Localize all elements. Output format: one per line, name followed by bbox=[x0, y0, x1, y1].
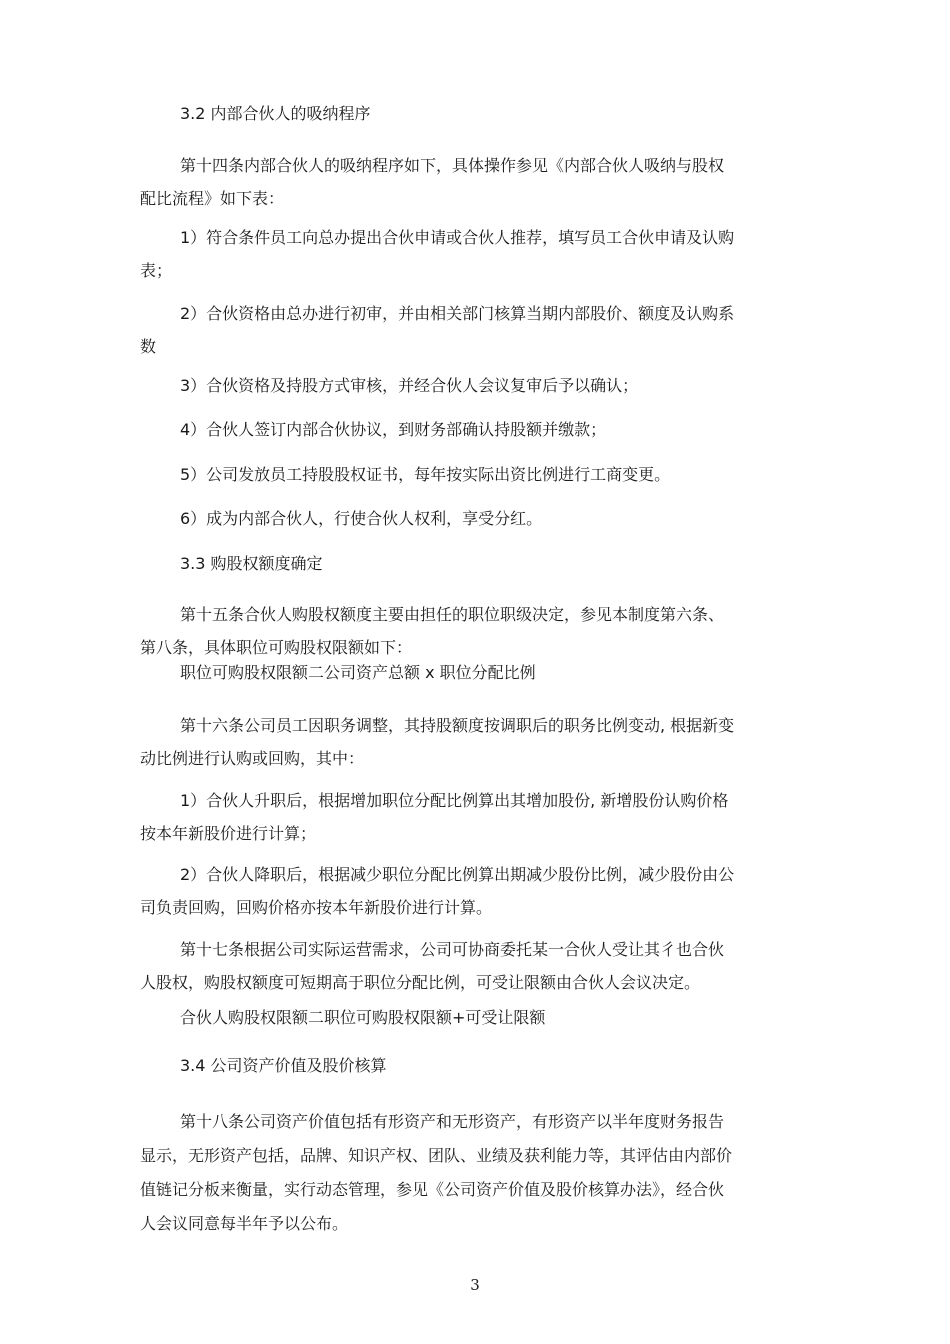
article-15 bbox=[140, 598, 724, 664]
article-17-line-1: 第十七条根据公司实际运营需求，公司可协商委托某一合伙人受让其彳也合伙 bbox=[180, 940, 725, 959]
step-5: 5）公司发放员工持股股权证书，每年按实际出资比例进行工商变更。 bbox=[180, 465, 671, 484]
article-17 bbox=[140, 933, 724, 999]
article-16 bbox=[140, 709, 734, 775]
page-number: 3 bbox=[470, 1276, 480, 1294]
step-1-line-2: 表； bbox=[140, 261, 173, 280]
article-16-item-2-line-1: 2）合伙人降职后，根据减少职位分配比例算出期减少股份比例，减少股份由公 bbox=[180, 865, 735, 884]
article-18-line-2: 显示，无形资产包括，品牌、知识产权、团队、业绩及获利能力等，其评估由内部价 bbox=[140, 1146, 733, 1165]
step-6: 6）成为内部合伙人，行使合伙人权利，享受分红。 bbox=[180, 509, 543, 528]
article-15-line-1: 第十五条合伙人购股权额度主要由担任的职位职级决定，参见本制度第六条、 bbox=[180, 605, 725, 624]
section-heading-3-4: 3.4 公司资产价值及股价核算 bbox=[180, 1056, 387, 1075]
step-2 bbox=[140, 297, 734, 363]
article-16-item-2 bbox=[140, 858, 734, 924]
article-18-line-4: 人会议同意每半年予以公布。 bbox=[140, 1214, 349, 1233]
section-heading-3-2: 3.2 内部合伙人的吸纳程序 bbox=[180, 104, 371, 123]
article-16-item-1 bbox=[140, 784, 728, 850]
article-18-line-1: 第十八条公司资产价值包括有形资产和无形资产，有形资产以半年度财务报告 bbox=[180, 1112, 725, 1131]
step-1 bbox=[140, 221, 734, 287]
article-16-item-1-line-2: 按本年新股价进行计算； bbox=[140, 824, 317, 843]
article-16-item-1-line-1: 1）合伙人升职后，根据增加职位分配比例算出其增加股份, 新增股份认购价格 bbox=[180, 791, 729, 810]
article-14-line-1: 第十四条内部合伙人的吸纳程序如下，具体操作参见《内部合伙人吸纳与股权 bbox=[180, 156, 725, 175]
step-2-line-1: 2）合伙资格由总办进行初审，并由相关部门核算当期内部股价、额度及认购系 bbox=[180, 304, 735, 323]
article-14-line-2: 配比流程》如下表： bbox=[140, 189, 285, 208]
article-16-line-1: 第十六条公司员工因职务调整，其持股额度按调职后的职务比例变动, 根据新变 bbox=[180, 716, 735, 735]
formula-position-limit: 职位可购股权限额二公司资产总额 x 职位分配比例 bbox=[180, 663, 536, 682]
article-17-line-2: 人股权，购股权额度可短期高于职位分配比例，可受让限额由合伙人会议决定。 bbox=[140, 973, 701, 992]
section-heading-3-3: 3.3 购股权额度确定 bbox=[180, 554, 323, 573]
article-14 bbox=[140, 149, 724, 215]
step-1-line-1: 1）符合条件员工向总办提出合伙申请或合伙人推荐，填写员工合伙申请及认购 bbox=[180, 228, 735, 247]
article-15-line-2: 第八条，具体职位可购股权限额如下： bbox=[140, 638, 413, 657]
step-2-line-2: 数 bbox=[140, 337, 157, 356]
formula-partner-limit: 合伙人购股权限额二职位可购股权限额+可受让限额 bbox=[180, 1008, 546, 1027]
article-18-line-3: 值链记分板来衡量，实行动态管理，参见《公司资产价值及股价核算办法》，经合伙 bbox=[140, 1180, 725, 1199]
article-16-line-2: 动比例进行认购或回购，其中： bbox=[140, 749, 365, 768]
step-3: 3）合伙资格及持股方式审核，并经合伙人会议复审后予以确认； bbox=[180, 376, 639, 395]
step-4: 4）合伙人签订内部合伙协议，到财务部确认持股额并缴款； bbox=[180, 420, 607, 439]
article-18 bbox=[140, 1105, 732, 1241]
article-16-item-2-line-2: 司负责回购，回购价格亦按本年新股价进行计算。 bbox=[140, 898, 493, 917]
